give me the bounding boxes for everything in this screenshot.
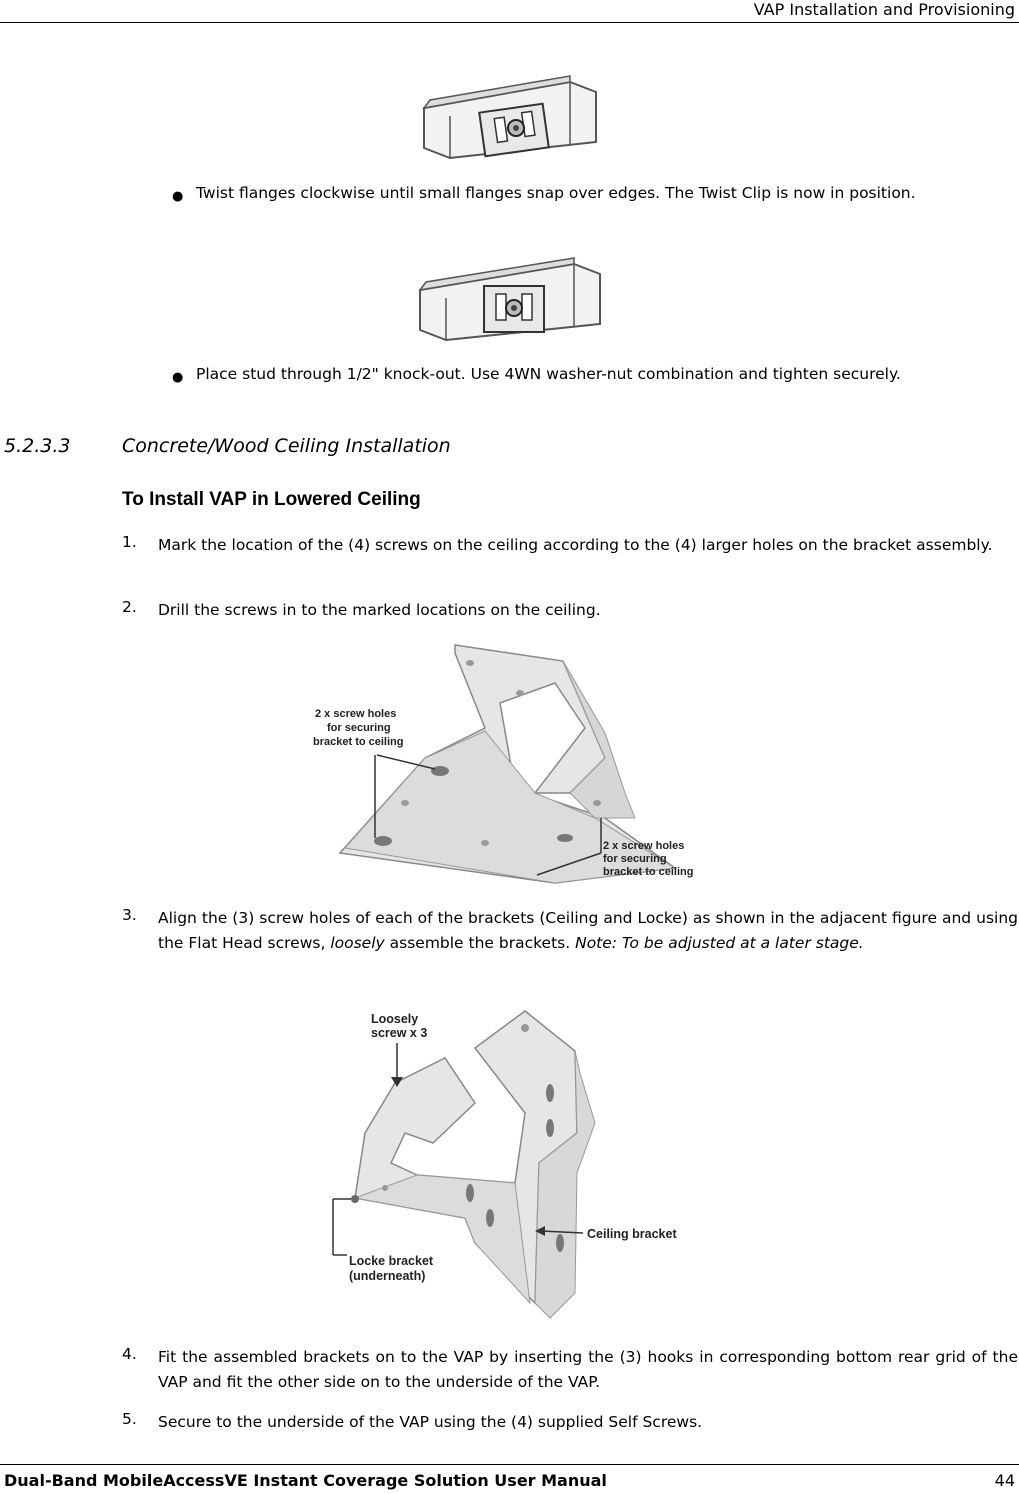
figure1-label-left-line: 2 x screw holes bbox=[315, 708, 397, 720]
page-header-title: VAP Installation and Provisioning bbox=[753, 0, 1015, 19]
bullet-marker: ● bbox=[172, 370, 184, 385]
figure1-label-right-line: bracket to ceiling bbox=[603, 866, 694, 878]
step-number: 2. bbox=[122, 598, 137, 616]
footer-title: Dual-Band MobileAccessVE Instant Coverage Solution User Manual bbox=[4, 1471, 607, 1490]
twist-clip-image-1 bbox=[420, 70, 600, 165]
figure2-label-top-line: Loosely bbox=[371, 1012, 419, 1026]
step-number: 5. bbox=[122, 1410, 137, 1428]
step-number: 4. bbox=[122, 1345, 137, 1363]
bracket-figure-2 bbox=[325, 1003, 695, 1325]
bullet-text: Place stud through 1/2" knock-out. Use 4WN washer-nut combination and tighten securely. bbox=[196, 365, 901, 383]
bracket-figure-1 bbox=[305, 643, 710, 888]
step-text: Drill the screws in to the marked locations on the ceiling. bbox=[158, 601, 601, 619]
section-number: 5.2.3.3 bbox=[4, 435, 71, 457]
step-text-emphasis: loosely bbox=[330, 934, 385, 952]
footer-divider bbox=[0, 1464, 1019, 1465]
step-text-part: Align the (3) screw holes of each of the brackets (Ceiling and Locke) as shown in the adjacent figure and using the Flat Head screws, bbox=[158, 909, 1018, 952]
step-number: 3. bbox=[122, 906, 137, 924]
figure2-label-right: Ceiling bracket bbox=[587, 1227, 677, 1241]
figure1-label-right-line: for securing bbox=[603, 853, 667, 865]
step-text-part: assemble the brackets. bbox=[384, 934, 576, 952]
figure2-label-top-line: screw x 3 bbox=[371, 1026, 428, 1040]
step-text: Mark the location of the (4) screws on the ceiling according to the (4) larger holes on the bracket assembly. bbox=[158, 536, 993, 554]
twist-clip-image-2 bbox=[414, 250, 604, 345]
figure1-label-left-line: for securing bbox=[327, 722, 391, 734]
figure2-label-bottom-line: Locke bracket bbox=[349, 1254, 434, 1268]
section-title: Concrete/Wood Ceiling Installation bbox=[122, 435, 451, 457]
subheading: To Install VAP in Lowered Ceiling bbox=[122, 489, 421, 510]
step-text: Fit the assembled brackets on to the VAP by inserting the (3) hooks in corresponding bottom rear grid of the VAP and fit the other side on to the underside of the VAP. bbox=[158, 1348, 1018, 1391]
header-divider bbox=[0, 22, 1019, 23]
step-text bbox=[158, 906, 1018, 956]
bullet-text: Twist flanges clockwise until small flanges snap over edges. The Twist Clip is now in position. bbox=[196, 184, 916, 202]
figure1-label-left-line: bracket to ceiling bbox=[313, 736, 404, 748]
figure1-label-right-line: 2 x screw holes bbox=[603, 840, 685, 852]
step-note: Note: To be adjusted at a later stage. bbox=[575, 934, 864, 952]
step-number: 1. bbox=[122, 533, 137, 551]
bullet-marker: ● bbox=[172, 189, 184, 204]
figure2-label-bottom-line: (underneath) bbox=[349, 1269, 426, 1283]
page-number: 44 bbox=[994, 1471, 1015, 1490]
step-text: Secure to the underside of the VAP using the (4) supplied Self Screws. bbox=[158, 1413, 703, 1431]
